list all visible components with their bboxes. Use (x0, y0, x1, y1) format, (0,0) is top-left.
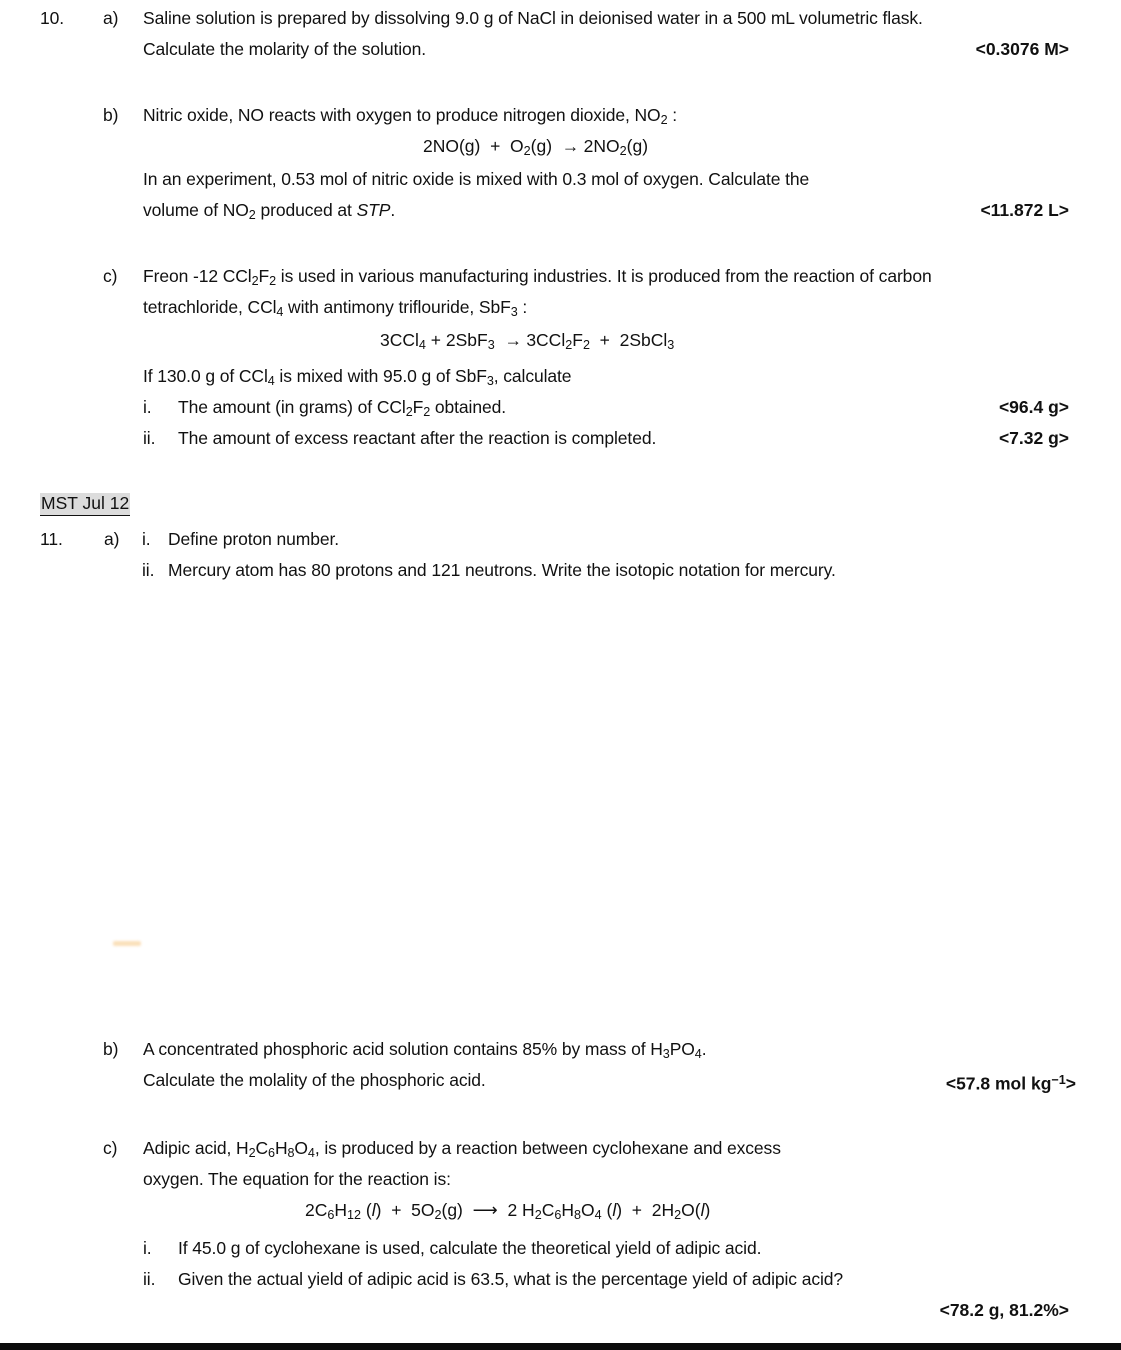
sub-sbf3-c: 3 (486, 373, 494, 388)
text-11a-i: Define proton number. (168, 529, 340, 549)
text-11c-line1-b: C (255, 1138, 269, 1158)
text-10c-i-a: The amount (in grams) of CCl (178, 397, 406, 417)
equation-10b: $2NO(g) + O_2(g) \to 2NO_2(g)$ (423, 136, 649, 158)
sub-ccl2f2-b1: 2 (565, 337, 573, 352)
sub-adipic-b4: 4 (594, 1207, 602, 1222)
text-10c-line2-c: : (517, 297, 528, 317)
answer-10a: <0.3076 M> (975, 39, 1069, 59)
answer-10c-ii: <7.32 g> (998, 428, 1069, 448)
sub-adipic-b1: 2 (534, 1207, 542, 1222)
subpart-label-10c-ii: ii. (143, 428, 156, 448)
text-10b-stp: STP (356, 200, 391, 220)
text-10c-line1-c: is used in various manufacturing industries. It is produced from the reaction of carbon (276, 266, 932, 286)
sub-c6h12-1: 6 (327, 1207, 335, 1222)
answer-10c-i: <96.4 g> (998, 397, 1069, 417)
part-label-11a: a) (104, 529, 120, 549)
highlighter-smudge-artifact (113, 941, 141, 946)
text-10c-i-b: F (412, 397, 424, 417)
sub-c6h12-2: 12 (347, 1207, 362, 1222)
answer-11b-b: > (1065, 1073, 1076, 1094)
text-10a-line2: Calculate the molarity of the solution. (143, 39, 427, 59)
question-number-10: 10. (40, 8, 65, 28)
sub-sbcl3: 3 (667, 337, 675, 352)
text-10b-line1-pre: Nitric oxide, NO reacts with oxygen to produce nitrogen dioxide, NO (143, 105, 661, 125)
sub-ccl2f2-c2: 2 (423, 404, 431, 419)
answer-11b-a: <57.8 mol kg (945, 1073, 1052, 1094)
part-label-11b: b) (103, 1039, 119, 1059)
text-10c-line2 (143, 297, 527, 323)
sub-no2-b: 2 (619, 143, 627, 158)
text-11c-line1 (143, 1138, 781, 1164)
text-10c-line4-c: , calculate (493, 366, 572, 386)
equation-10c: $3CCl_4 + 2SbF_3 \to 3CCl_2F_2$ + 2SbCl$_3$ (380, 330, 675, 352)
text-11c-i: If 45.0 g of cyclohexane is used, calculate the theoretical yield of adipic acid. (178, 1238, 762, 1258)
sub-adipic-b3: 8 (574, 1207, 582, 1222)
text-11b-line1-c: . (701, 1039, 707, 1059)
text-10c-line4 (143, 366, 571, 392)
text-11a-ii: Mercury atom has 80 protons and 121 neutrons. Write the isotopic notation for mercury. (168, 560, 836, 580)
section-heading-wrapper (40, 493, 130, 516)
text-11b-line1 (143, 1039, 706, 1065)
sub-sbf3-a: 3 (510, 304, 518, 319)
text-11c-line1-c: H (274, 1138, 288, 1158)
sub-h2o: 2 (674, 1207, 682, 1222)
text-10c-line1 (143, 266, 932, 292)
text-10c-i (178, 397, 506, 423)
reaction-long-arrow-icon: ⟶ (472, 1200, 498, 1220)
text-10b-line4 (143, 200, 395, 226)
part-label-10b: b) (103, 105, 119, 125)
part-label-11c: c) (103, 1138, 118, 1158)
text-11b-line2: Calculate the molality of the phosphoric acid. (143, 1070, 486, 1090)
answer-11c: <78.2 g, 81.2%> (939, 1300, 1069, 1320)
part-label-10a: a) (103, 8, 119, 28)
page-bottom-rule (0, 1343, 1121, 1350)
subpart-label-11c-i: i. (143, 1238, 152, 1258)
subpart-label-11a-i: i. (142, 529, 151, 549)
text-10c-line4-b: is mixed with 95.0 g of SbF (274, 366, 487, 386)
text-10c-line2-b: with antimony triflouride, SbF (283, 297, 511, 317)
part-label-10c: c) (103, 266, 118, 286)
question-number-11: 11. (40, 529, 63, 549)
sub-adipic-4: 4 (307, 1145, 315, 1160)
state-liquid-3: l (700, 1200, 705, 1220)
sub-h3po4-a: 3 (662, 1046, 670, 1061)
reaction-arrow-icon: → (561, 136, 579, 156)
sub-no2-c: 2 (248, 207, 256, 222)
text-11c-line1-e: , is produced by a reaction between cyclohexane and excess (314, 1138, 781, 1158)
text-10b-line4-pre: volume of NO (143, 200, 249, 220)
sub-h3po4-b: 4 (694, 1046, 702, 1061)
state-liquid-2: l (612, 1200, 617, 1220)
sub-adipic-1: 2 (248, 1145, 256, 1160)
subpart-label-10c-i: i. (143, 397, 152, 417)
sub-ccl4-c: 4 (267, 373, 275, 388)
sub-adipic-3: 8 (287, 1145, 295, 1160)
text-10c-line4-a: If 130.0 g of CCl (143, 366, 268, 386)
text-11b-line1-a: A concentrated phosphoric acid solution contains 85% by mass of H (143, 1039, 663, 1059)
sub-sbf3-b: 3 (487, 337, 495, 352)
section-heading-mst-jul-12: MST Jul 12 (40, 493, 130, 516)
equation-11c: $2C_6H_{12}$ $(l) + 5O_2(g)$ ⟶ 2 $H_2C_6H_8O_4$ $(l) + 2H_2O(l)$ (305, 1200, 711, 1222)
sub-ccl2f2-b2: 2 (582, 337, 590, 352)
text-10c-line1-a: Freon -12 CCl (143, 266, 252, 286)
sub-ccl4-b: 4 (418, 337, 426, 352)
sub-ccl4-a: 4 (276, 304, 284, 319)
sub-no2-a: 2 (660, 112, 668, 127)
subpart-label-11c-ii: ii. (143, 1269, 156, 1289)
sub-ccl2f2-a1: 2 (251, 273, 259, 288)
text-10c-i-c: obtained. (430, 397, 506, 417)
text-10a-line1: Saline solution is prepared by dissolving 9.0 g of NaCl in deionised water in a 500 mL volumetric flask. (143, 8, 923, 28)
text-11b-line1-b: PO (669, 1039, 695, 1059)
sub-ccl2f2-a2: 2 (269, 273, 277, 288)
text-10b-line4-post: . (390, 200, 396, 220)
reaction-arrow-icon: → (504, 330, 522, 350)
answer-10b: <11.872 L> (980, 200, 1069, 220)
sub-o2: 2 (523, 143, 531, 158)
sub-adipic-2: 6 (268, 1145, 275, 1160)
sub-o2-b: 2 (434, 1207, 442, 1222)
subpart-label-11a-ii: ii. (142, 560, 155, 580)
sub-adipic-b2: 6 (554, 1207, 562, 1222)
text-11c-ii: Given the actual yield of adipic acid is 63.5, what is the percentage yield of adipic acid? (178, 1269, 844, 1289)
state-liquid-1: l (371, 1200, 376, 1220)
text-11c-line1-d: O (294, 1138, 308, 1158)
text-10c-line1-b: F (258, 266, 270, 286)
text-10b-line4-mid: produced at (255, 200, 357, 220)
answer-11b-sup: −1 (1051, 1073, 1066, 1087)
sub-ccl2f2-c1: 2 (405, 404, 413, 419)
text-10b-line1 (143, 105, 677, 131)
text-10c-line2-a: tetrachloride, CCl (143, 297, 277, 317)
answer-11b (946, 1070, 1076, 1094)
text-10b-line3: In an experiment, 0.53 mol of nitric oxide is mixed with 0.3 mol of oxygen. Calculate the (143, 169, 810, 189)
text-11c-line2: oxygen. The equation for the reaction is: (143, 1169, 451, 1189)
text-11c-line1-a: Adipic acid, H (143, 1138, 249, 1158)
text-10c-ii: The amount of excess reactant after the reaction is completed. (178, 428, 657, 448)
text-10b-line1-post: : (667, 105, 678, 125)
